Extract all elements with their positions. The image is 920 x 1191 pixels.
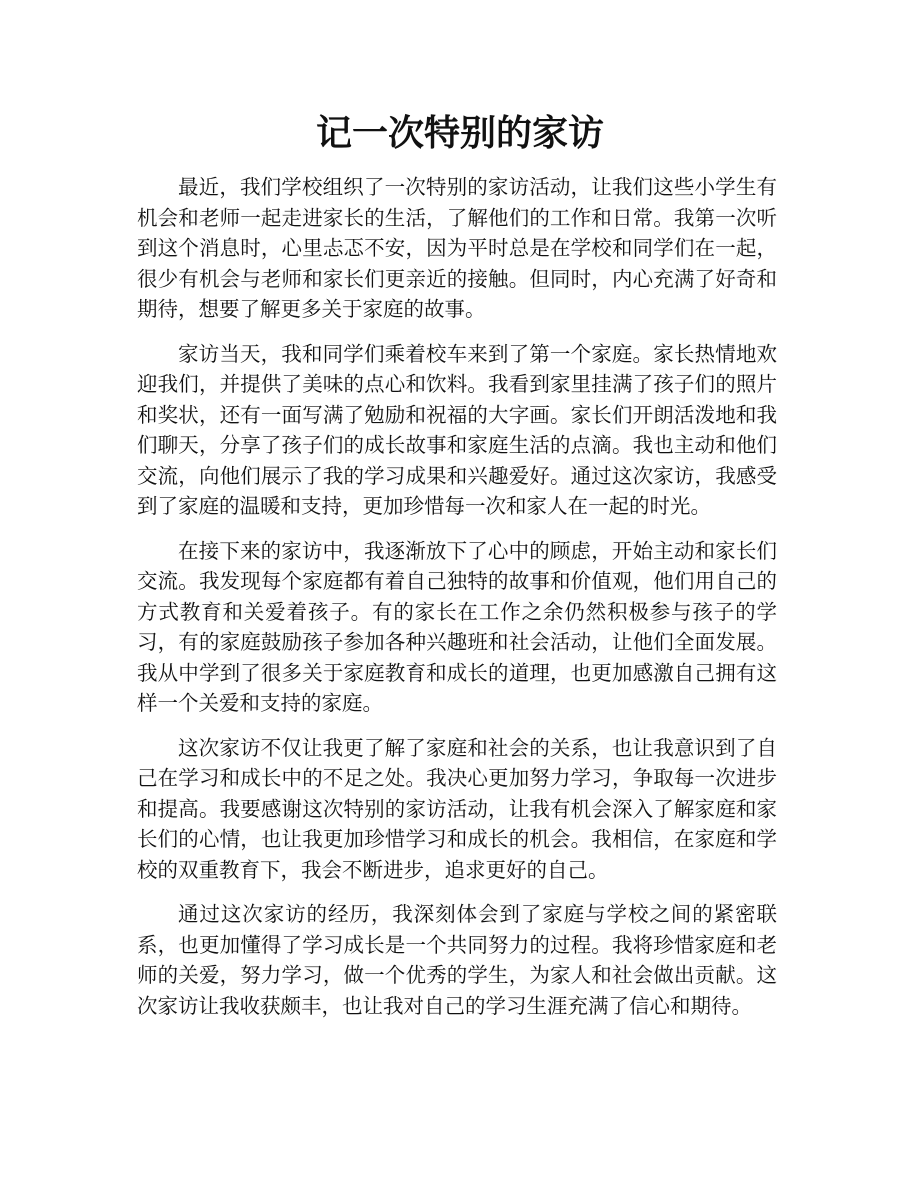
paragraph-4: 这次家访不仅让我更了解了家庭和社会的关系，也让我意识到了自己在学习和成长中的不足之处。我决心更加努力学习，争取每一次进步和提高。我要感谢这次特别的家访活动，让我有机会深入了解家庭和家长们的心情，也让我更加珍惜学习和成长的机会。我相信，在家庭和学校的双重教育下，我会不断进步，追求更好的自己。 [137, 735, 777, 882]
paragraph-3: 在接下来的家访中，我逐渐放下了心中的顾虑，开始主动和家长们交流。我发现每个家庭都有着自己独特的故事和价值观，他们用自己的方式教育和关爱着孩子。有的家长在工作之余仍然积极参与孩子的学习，有的家庭鼓励孩子参加各种兴趣班和社会活动，让他们全面发展。我从中学到了很多关于家庭教育和成长的道理，也更加感激自己拥有这样一个关爱和支持的家庭。 [137, 538, 777, 715]
page-title: 记一次特别的家访 [315, 113, 604, 154]
essay-body [137, 172, 777, 1035]
paragraph-5: 通过这次家访的经历，我深刻体会到了家庭与学校之间的紧密联系，也更加懂得了学习成长是一个共同努力的过程。我将珍惜家庭和老师的关爱，努力学习，做一个优秀的学生，为家人和社会做出贡献。这次家访让我收获颇丰，也让我对自己的学习生涯充满了信心和期待。 [137, 902, 777, 1018]
paragraph-1: 最近，我们学校组织了一次特别的家访活动，让我们这些小学生有机会和老师一起走进家长的生活，了解他们的工作和日常。我第一次听到这个消息时，心里忐忑不安，因为平时总是在学校和同学们在一起，很少有机会与老师和家长们更亲近的接触。但同时，内心充满了好奇和期待，想要了解更多关于家庭的故事。 [137, 175, 777, 321]
paragraph-2: 家访当天，我和同学们乘着校车来到了第一个家庭。家长热情地欢迎我们，并提供了美味的点心和饮料。我看到家里挂满了孩子们的照片和奖状，还有一面写满了勉励和祝福的大字画。家长们开朗活泼地和我们聊天，分享了孩子们的成长故事和家庭生活的点滴。我也主动和他们交流，向他们展示了我的学习成果和兴趣爱好。通过这次家访，我感受到了家庭的温暖和支持，更加珍惜每一次和家人在一起的时光。 [137, 341, 777, 518]
